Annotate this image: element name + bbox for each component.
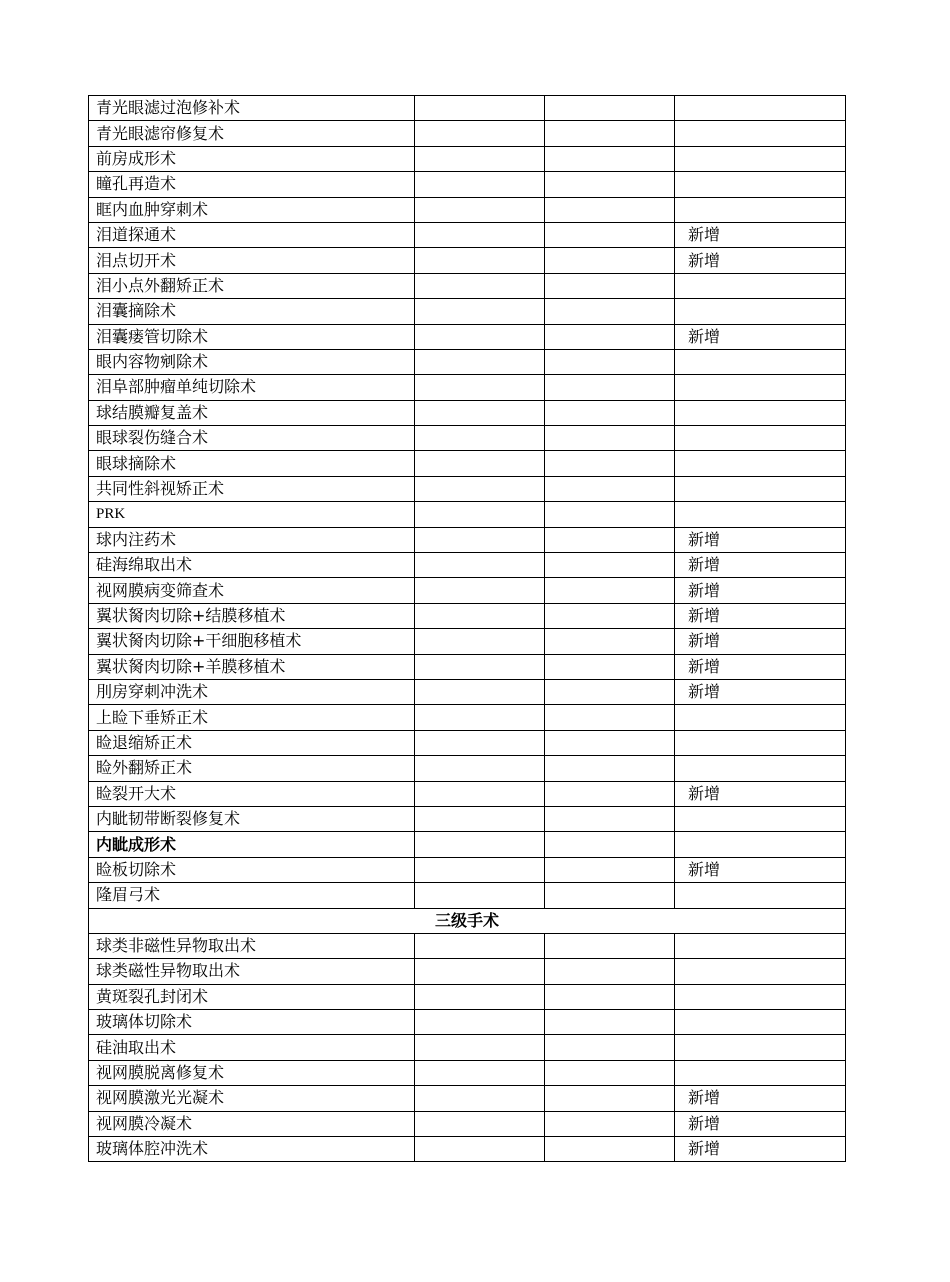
procedure-name-cell: 球类磁性异物取出术 xyxy=(89,959,415,984)
procedure-name-cell: 泪点切开术 xyxy=(89,248,415,273)
procedure-name-cell: 内眦成形术 xyxy=(89,832,415,857)
surgery-list-body xyxy=(89,96,846,1162)
procedure-name-cell: 眼内容物剜除术 xyxy=(89,349,415,374)
procedure-name-cell: 球内注药术 xyxy=(89,527,415,552)
note-cell xyxy=(675,146,846,171)
note-cell: 新增 xyxy=(675,324,846,349)
procedure-name-cell: 翼状胬肉切除+干细胞移植术 xyxy=(89,629,415,654)
procedure-name-cell: 泪小点外翻矫正术 xyxy=(89,273,415,298)
empty-cell xyxy=(545,984,675,1009)
empty-cell xyxy=(415,172,545,197)
note-cell xyxy=(675,933,846,958)
table-row xyxy=(89,502,846,527)
empty-cell xyxy=(545,426,675,451)
empty-cell xyxy=(415,654,545,679)
table-row xyxy=(89,959,846,984)
table-row xyxy=(89,832,846,857)
procedure-name-cell: 眼球摘除术 xyxy=(89,451,415,476)
empty-cell xyxy=(545,1060,675,1085)
table-row xyxy=(89,730,846,755)
table-row xyxy=(89,248,846,273)
note-cell xyxy=(675,883,846,908)
empty-cell xyxy=(415,730,545,755)
note-cell xyxy=(675,197,846,222)
empty-cell xyxy=(545,857,675,882)
procedure-name-cell: 上睑下垂矫正术 xyxy=(89,705,415,730)
procedure-name-cell: 眼球裂伤缝合术 xyxy=(89,426,415,451)
empty-cell xyxy=(415,857,545,882)
note-cell xyxy=(675,502,846,527)
procedure-name-cell: 眶内血肿穿刺术 xyxy=(89,197,415,222)
empty-cell xyxy=(415,299,545,324)
note-cell xyxy=(675,299,846,324)
procedure-name-cell: 泪阜部肿瘤单纯切除术 xyxy=(89,375,415,400)
procedure-name-cell: 瞳孔再造术 xyxy=(89,172,415,197)
table-row xyxy=(89,984,846,1009)
note-cell xyxy=(675,1035,846,1060)
table-row xyxy=(89,1086,846,1111)
table-row xyxy=(89,1035,846,1060)
note-cell: 新增 xyxy=(675,1137,846,1162)
table-row xyxy=(89,273,846,298)
empty-cell xyxy=(415,349,545,374)
empty-cell xyxy=(415,1010,545,1035)
empty-cell xyxy=(415,222,545,247)
empty-cell xyxy=(545,705,675,730)
empty-cell xyxy=(415,1035,545,1060)
table-row xyxy=(89,476,846,501)
empty-cell xyxy=(545,730,675,755)
procedure-name-cell: 视网膜病变筛查术 xyxy=(89,578,415,603)
empty-cell xyxy=(545,502,675,527)
procedure-name-cell: 青光眼滤过泡修补术 xyxy=(89,96,415,121)
empty-cell xyxy=(545,933,675,958)
table-row xyxy=(89,96,846,121)
empty-cell xyxy=(545,679,675,704)
procedure-name-cell: 泪囊瘘管切除术 xyxy=(89,324,415,349)
empty-cell xyxy=(545,172,675,197)
note-cell: 新增 xyxy=(675,553,846,578)
empty-cell xyxy=(545,781,675,806)
note-cell: 新增 xyxy=(675,857,846,882)
empty-cell xyxy=(545,603,675,628)
empty-cell xyxy=(545,197,675,222)
note-cell: 新增 xyxy=(675,679,846,704)
empty-cell xyxy=(415,1137,545,1162)
table-row xyxy=(89,426,846,451)
table-row xyxy=(89,400,846,425)
procedure-name-cell: 共同性斜视矫正术 xyxy=(89,476,415,501)
empty-cell xyxy=(545,121,675,146)
note-cell: 新增 xyxy=(675,222,846,247)
procedure-name-cell: 青光眼滤帘修复术 xyxy=(89,121,415,146)
procedure-name-cell: 睑退缩矫正术 xyxy=(89,730,415,755)
empty-cell xyxy=(415,578,545,603)
empty-cell xyxy=(545,654,675,679)
note-cell xyxy=(675,172,846,197)
note-cell xyxy=(675,984,846,1009)
empty-cell xyxy=(415,553,545,578)
empty-cell xyxy=(415,476,545,501)
procedure-name-cell: 隆眉弓术 xyxy=(89,883,415,908)
note-cell xyxy=(675,451,846,476)
note-cell: 新增 xyxy=(675,1086,846,1111)
procedure-name-cell: 泪道探通术 xyxy=(89,222,415,247)
table-row xyxy=(89,299,846,324)
table-row xyxy=(89,603,846,628)
note-cell xyxy=(675,426,846,451)
table-row xyxy=(89,578,846,603)
empty-cell xyxy=(545,959,675,984)
empty-cell xyxy=(415,933,545,958)
empty-cell xyxy=(415,1086,545,1111)
table-row xyxy=(89,1010,846,1035)
empty-cell xyxy=(415,273,545,298)
table-row xyxy=(89,197,846,222)
empty-cell xyxy=(415,527,545,552)
empty-cell xyxy=(415,197,545,222)
empty-cell xyxy=(545,553,675,578)
empty-cell xyxy=(415,679,545,704)
empty-cell xyxy=(415,426,545,451)
table-row xyxy=(89,1060,846,1085)
empty-cell xyxy=(415,756,545,781)
empty-cell xyxy=(545,1010,675,1035)
table-row xyxy=(89,756,846,781)
note-cell xyxy=(675,1060,846,1085)
empty-cell xyxy=(545,806,675,831)
empty-cell xyxy=(415,832,545,857)
note-cell xyxy=(675,806,846,831)
table-row xyxy=(89,1111,846,1136)
procedure-name-cell: 视网膜脱离修复术 xyxy=(89,1060,415,1085)
table-row xyxy=(89,375,846,400)
empty-cell xyxy=(415,1111,545,1136)
empty-cell xyxy=(545,324,675,349)
table-row xyxy=(89,324,846,349)
surgery-list-table xyxy=(88,95,846,1162)
procedure-name-cell: 硅海绵取出术 xyxy=(89,553,415,578)
table-row xyxy=(89,883,846,908)
procedure-name-cell: 刖房穿刺冲洗术 xyxy=(89,679,415,704)
note-cell xyxy=(675,705,846,730)
empty-cell xyxy=(545,1137,675,1162)
empty-cell xyxy=(415,146,545,171)
procedure-name-cell: 视网膜激光光凝术 xyxy=(89,1086,415,1111)
table-row xyxy=(89,629,846,654)
procedure-name-cell: 睑裂开大术 xyxy=(89,781,415,806)
empty-cell xyxy=(545,578,675,603)
empty-cell xyxy=(545,527,675,552)
procedure-name-cell: 球结膜瓣复盖术 xyxy=(89,400,415,425)
note-cell: 新增 xyxy=(675,654,846,679)
procedure-name-cell: 前房成形术 xyxy=(89,146,415,171)
note-cell xyxy=(675,96,846,121)
note-cell xyxy=(675,730,846,755)
empty-cell xyxy=(545,1035,675,1060)
empty-cell xyxy=(415,451,545,476)
section-title: 三级手术 xyxy=(89,908,846,933)
empty-cell xyxy=(545,146,675,171)
empty-cell xyxy=(415,629,545,654)
table-row xyxy=(89,705,846,730)
note-cell: 新增 xyxy=(675,248,846,273)
table-row xyxy=(89,1137,846,1162)
procedure-name-cell: 玻璃体腔冲洗术 xyxy=(89,1137,415,1162)
empty-cell xyxy=(545,476,675,501)
empty-cell xyxy=(415,375,545,400)
empty-cell xyxy=(415,400,545,425)
empty-cell xyxy=(545,629,675,654)
note-cell xyxy=(675,1010,846,1035)
note-cell: 新增 xyxy=(675,1111,846,1136)
empty-cell xyxy=(415,603,545,628)
table-row xyxy=(89,172,846,197)
section-header-row xyxy=(89,908,846,933)
table-row xyxy=(89,553,846,578)
note-cell xyxy=(675,349,846,374)
empty-cell xyxy=(545,375,675,400)
note-cell: 新增 xyxy=(675,603,846,628)
procedure-name-cell: 球类非磁性异物取出术 xyxy=(89,933,415,958)
procedure-name-cell: 翼状胬肉切除+结膜移植术 xyxy=(89,603,415,628)
table-row xyxy=(89,349,846,374)
note-cell xyxy=(675,273,846,298)
procedure-name-cell: PRK xyxy=(89,502,415,527)
note-cell: 新增 xyxy=(675,629,846,654)
empty-cell xyxy=(545,1086,675,1111)
procedure-name-cell: 翼状胬肉切除+羊膜移植术 xyxy=(89,654,415,679)
note-cell: 新增 xyxy=(675,527,846,552)
procedure-name-cell: 黄斑裂孔封闭术 xyxy=(89,984,415,1009)
table-row xyxy=(89,806,846,831)
procedure-name-cell: 泪囊摘除术 xyxy=(89,299,415,324)
empty-cell xyxy=(545,1111,675,1136)
note-cell xyxy=(675,375,846,400)
empty-cell xyxy=(415,324,545,349)
empty-cell xyxy=(545,832,675,857)
empty-cell xyxy=(415,806,545,831)
note-cell xyxy=(675,121,846,146)
empty-cell xyxy=(415,984,545,1009)
procedure-name-cell: 玻璃体切除术 xyxy=(89,1010,415,1035)
table-row xyxy=(89,933,846,958)
table-row xyxy=(89,654,846,679)
empty-cell xyxy=(415,96,545,121)
empty-cell xyxy=(545,299,675,324)
empty-cell xyxy=(545,222,675,247)
empty-cell xyxy=(545,273,675,298)
empty-cell xyxy=(415,248,545,273)
procedure-name-cell: 内眦韧带断裂修复术 xyxy=(89,806,415,831)
table-row xyxy=(89,451,846,476)
table-row xyxy=(89,679,846,704)
procedure-name-cell: 硅油取出术 xyxy=(89,1035,415,1060)
empty-cell xyxy=(415,883,545,908)
empty-cell xyxy=(415,502,545,527)
empty-cell xyxy=(415,1060,545,1085)
note-cell: 新增 xyxy=(675,781,846,806)
table-row xyxy=(89,222,846,247)
empty-cell xyxy=(545,756,675,781)
empty-cell xyxy=(545,400,675,425)
note-cell xyxy=(675,756,846,781)
empty-cell xyxy=(545,96,675,121)
table-row xyxy=(89,527,846,552)
procedure-name-cell: 视网膜冷凝术 xyxy=(89,1111,415,1136)
empty-cell xyxy=(545,248,675,273)
table-row xyxy=(89,781,846,806)
procedure-name-cell: 睑板切除术 xyxy=(89,857,415,882)
empty-cell xyxy=(545,883,675,908)
note-cell xyxy=(675,476,846,501)
empty-cell xyxy=(415,959,545,984)
note-cell xyxy=(675,832,846,857)
note-cell xyxy=(675,400,846,425)
empty-cell xyxy=(415,121,545,146)
note-cell: 新增 xyxy=(675,578,846,603)
note-cell xyxy=(675,959,846,984)
empty-cell xyxy=(545,451,675,476)
procedure-name-cell: 睑外翻矫正术 xyxy=(89,756,415,781)
table-row xyxy=(89,146,846,171)
table-row xyxy=(89,121,846,146)
empty-cell xyxy=(545,349,675,374)
table-row xyxy=(89,857,846,882)
empty-cell xyxy=(415,705,545,730)
empty-cell xyxy=(415,781,545,806)
